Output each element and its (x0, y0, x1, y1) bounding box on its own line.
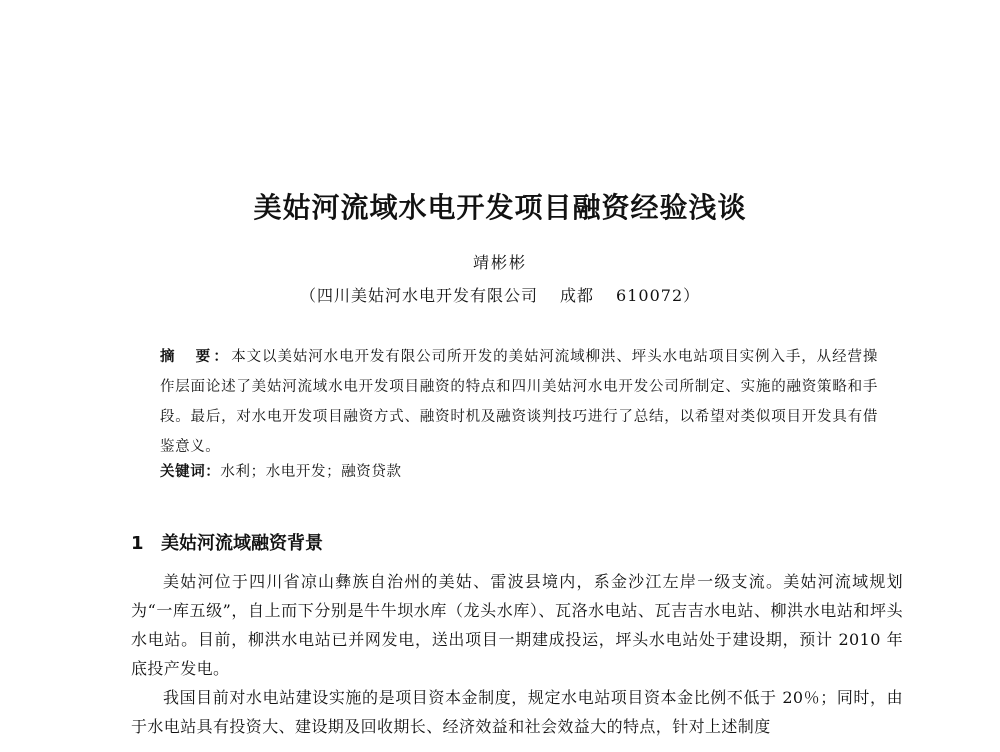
section-number: 1 (131, 533, 144, 554)
section-title: 美姑河流域融资背景 (161, 533, 323, 554)
abstract (160, 342, 878, 462)
affiliation-org: 四川美姑河水电开发有限公司 (317, 286, 539, 305)
body-paragraph: 我国目前对水电站建设实施的是项目资本金制度，规定水电站项目资本金比例不低于 20％；同时，由于水电站具有投资大、建设期及回收期长、经济效益和社会效益大的特点，针对上述制度 (131, 688, 903, 736)
paper-title: 美姑河流域水电开发项目融资经验浅谈 (253, 191, 747, 224)
keywords-text: 水利；水电开发；融资贷款 (220, 464, 402, 480)
affiliation-postcode: 610072） (616, 286, 701, 305)
abstract-text: 本文以美姑河水电开发有限公司所开发的美姑河流域柳洪、坪头水电站项目实例入手，从经营操作层面论述了美姑河流域水电开发项目融资的特点和四川美姑河水电开发公司所制定、实施的融资策略和手段。最后，对水电开发项目融资方式、融资时机及融资谈判技巧进行了总结，以希望对类似项目开发具有借鉴意义。 (160, 349, 879, 455)
section-body (131, 567, 903, 741)
affiliation-open-paren: （ (300, 286, 318, 305)
keywords-label: 关键词： (160, 464, 221, 480)
abstract-label: 摘 要： (160, 349, 232, 365)
author-affiliation (300, 283, 750, 306)
section-heading (131, 529, 323, 555)
author-name: 靖彬彬 (472, 253, 527, 272)
body-paragraph: 美姑河位于四川省凉山彝族自治州的美姑、雷波县境内，系金沙江左岸一级支流。美姑河流域规划为“一库五级”，自上而下分别是牛牛坝水库（龙头水库）、瓦洛水电站、瓦吉吉水电站、柳洪水电站和坪头水电站。目前，柳洪水电站已并网发电，送出项目一期建成投运，坪头水电站处于建设期，预计 2010 年底投产发电。 (131, 572, 903, 678)
keywords (160, 459, 878, 485)
affiliation-city: 成都 (560, 286, 595, 305)
